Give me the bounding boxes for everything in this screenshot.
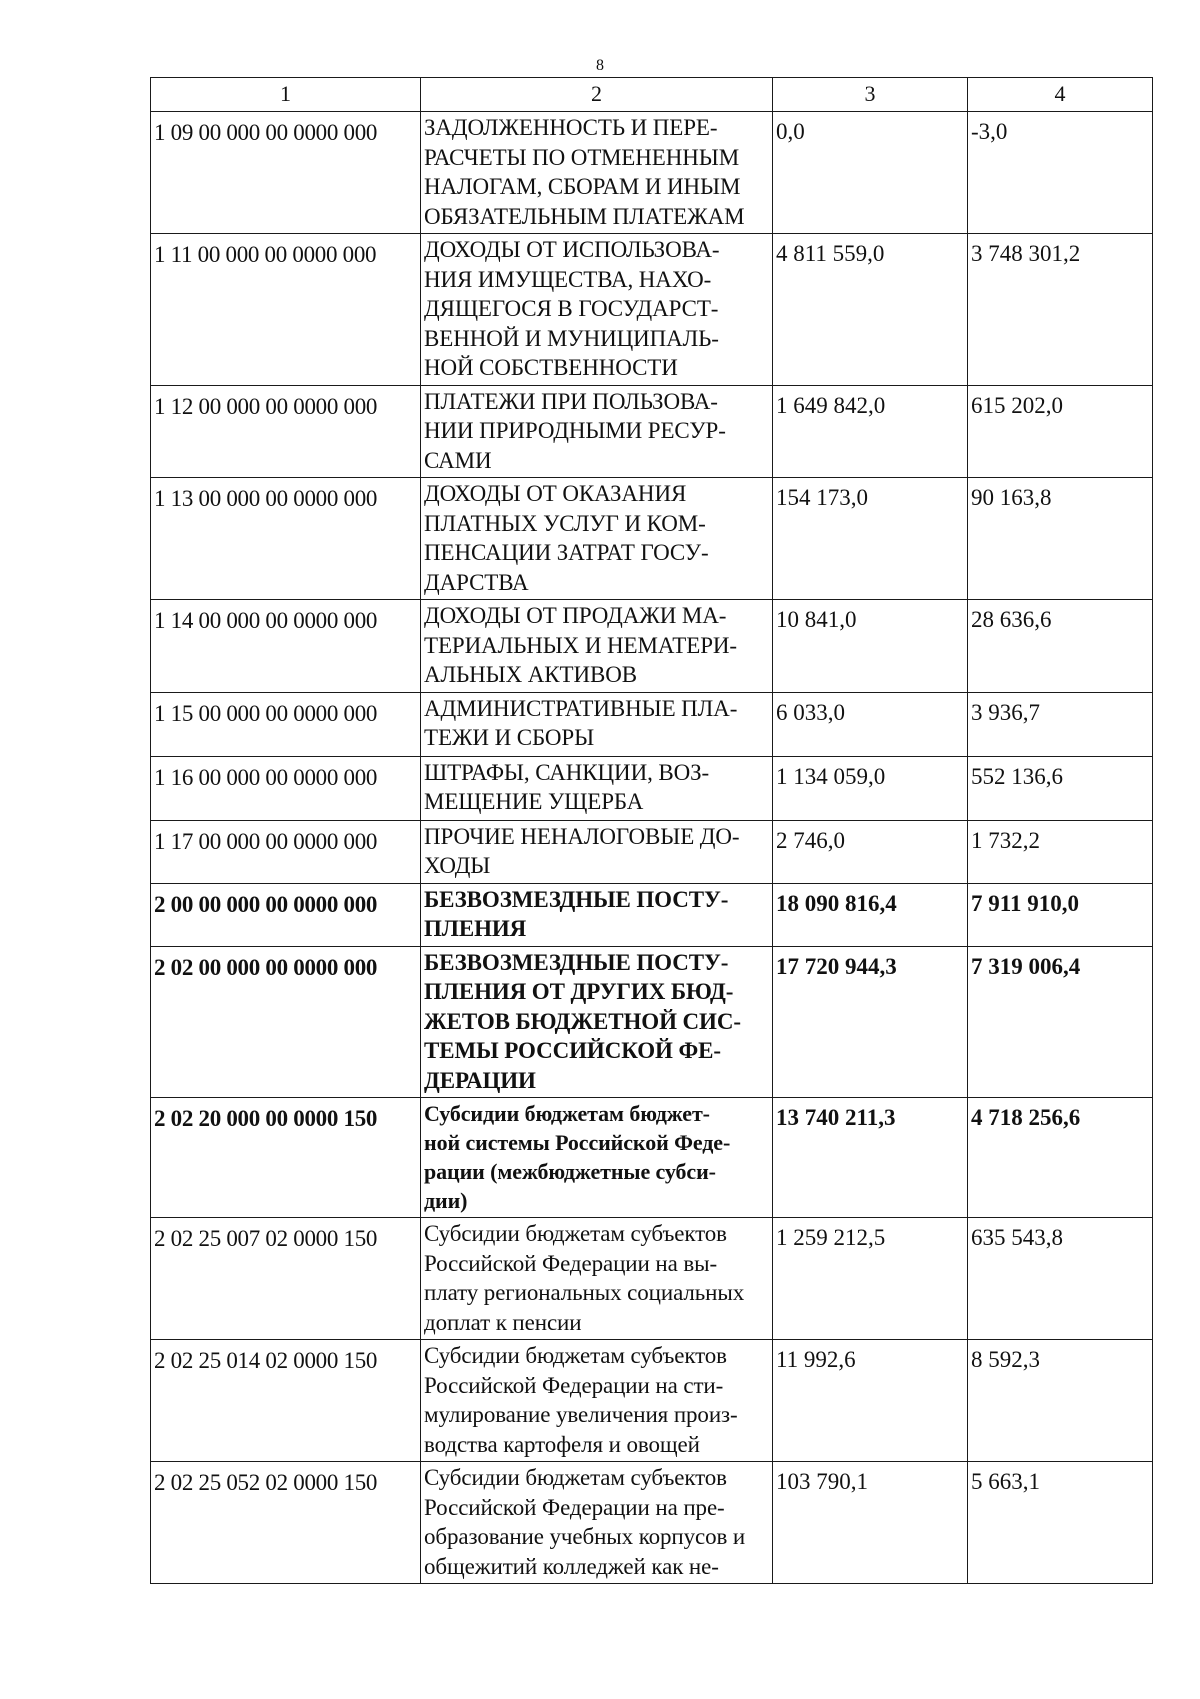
- revenue-name-line: ТЕРИАЛЬНЫХ И НЕМАТЕРИ-: [424, 632, 737, 658]
- revenue-name-cell: [421, 478, 773, 600]
- table-row: [151, 234, 1153, 386]
- table-row: [151, 756, 1153, 820]
- table-header-row: [151, 78, 1153, 112]
- table-row: [151, 385, 1153, 478]
- revenue-name-line: БЕЗВОЗМЕЗДНЫЕ ПОСТУ-: [424, 886, 729, 912]
- amount-col3-cell: 154 173,0: [773, 478, 968, 600]
- amount-col3-cell: 11 992,6: [773, 1340, 968, 1462]
- amount-col4-cell: 1 732,2: [968, 820, 1153, 883]
- amount-col4-cell: 552 136,6: [968, 756, 1153, 820]
- revenue-name-line: АДМИНИСТРАТИВНЫЕ ПЛА-: [424, 695, 738, 721]
- revenue-name-line: ПЕНСАЦИИ ЗАТРАТ ГОСУ-: [424, 540, 709, 565]
- amount-col4-cell: 3 748 301,2: [968, 234, 1153, 386]
- budget-code-cell: 1 13 00 000 00 0000 000: [151, 478, 421, 600]
- revenue-name-line: ПРОЧИЕ НЕНАЛОГОВЫЕ ДО-: [424, 823, 740, 849]
- amount-col3-cell: 1 134 059,0: [773, 756, 968, 820]
- budget-code-cell: 1 17 00 000 00 0000 000: [151, 820, 421, 883]
- revenue-name-cell: [421, 234, 773, 386]
- amount-col4-cell: 4 718 256,6: [968, 1098, 1153, 1218]
- table-row: [151, 1098, 1153, 1218]
- revenue-name-line: Субсидии бюджетам субъектов: [424, 1343, 727, 1368]
- revenue-name-line: ТЕЖИ И СБОРЫ: [424, 725, 595, 750]
- revenue-name-line: Российской Федерации на сти-: [424, 1372, 724, 1398]
- column-header-4: 4: [968, 78, 1153, 112]
- revenue-name-line: АЛЬНЫХ АКТИВОВ: [424, 662, 637, 687]
- amount-col4-cell: 90 163,8: [968, 478, 1153, 600]
- revenue-name-line: ДАРСТВА: [424, 569, 529, 595]
- amount-col4-cell: 8 592,3: [968, 1340, 1153, 1462]
- revenue-name-line: ПЛАТНЫХ УСЛУГ И КОМ-: [424, 510, 706, 536]
- amount-col4-cell: 28 636,6: [968, 600, 1153, 693]
- revenue-name-line: рации (межбюджетные субси-: [424, 1159, 716, 1184]
- budget-code-cell: 1 14 00 000 00 0000 000: [151, 600, 421, 693]
- revenue-name-cell: [421, 1098, 773, 1218]
- revenue-name-cell: [421, 946, 773, 1098]
- revenue-name-cell: [421, 1462, 773, 1584]
- revenue-name-cell: [421, 1340, 773, 1462]
- revenue-name-line: Российской Федерации на вы-: [424, 1250, 718, 1276]
- budget-revenue-table: [150, 77, 1153, 1584]
- revenue-name-cell: [421, 600, 773, 693]
- revenue-name-cell: [421, 1218, 773, 1340]
- budget-code-cell: 2 02 00 000 00 0000 000: [151, 946, 421, 1098]
- revenue-name-line: ПЛЕНИЯ ОТ ДРУГИХ БЮД-: [424, 979, 734, 1004]
- budget-code-cell: 1 16 00 000 00 0000 000: [151, 756, 421, 820]
- revenue-name-cell: [421, 756, 773, 820]
- budget-code-cell: 2 02 25 014 02 0000 150: [151, 1340, 421, 1462]
- revenue-name-line: Российской Федерации на пре-: [424, 1494, 725, 1520]
- revenue-name-line: ДОХОДЫ ОТ ПРОДАЖИ МА-: [424, 603, 727, 628]
- budget-code-cell: 1 11 00 000 00 0000 000: [151, 234, 421, 386]
- amount-col4-cell: 635 543,8: [968, 1218, 1153, 1340]
- amount-col3-cell: 10 841,0: [773, 600, 968, 693]
- revenue-name-line: ДЯЩЕГОСЯ В ГОСУДАРСТ-: [424, 296, 719, 321]
- table-row: [151, 946, 1153, 1098]
- amount-col4-cell: 5 663,1: [968, 1462, 1153, 1584]
- revenue-name-line: общежитий колледжей как не-: [424, 1553, 719, 1579]
- revenue-name-line: ПЛАТЕЖИ ПРИ ПОЛЬЗОВА-: [424, 388, 718, 414]
- revenue-name-line: НОЙ СОБСТВЕННОСТИ: [424, 355, 678, 380]
- budget-code-cell: 2 00 00 000 00 0000 000: [151, 883, 421, 946]
- amount-col4-cell: -3,0: [968, 112, 1153, 234]
- amount-col3-cell: 1 259 212,5: [773, 1218, 968, 1340]
- revenue-name-line: ДОХОДЫ ОТ ИСПОЛЬЗОВА-: [424, 237, 720, 262]
- budget-code-cell: 2 02 20 000 00 0000 150: [151, 1098, 421, 1218]
- revenue-name-line: образование учебных корпусов и: [424, 1524, 746, 1549]
- table-row: [151, 112, 1153, 234]
- revenue-name-line: Субсидии бюджетам бюджет-: [424, 1101, 710, 1126]
- amount-col3-cell: 18 090 816,4: [773, 883, 968, 946]
- revenue-name-line: ШТРАФЫ, САНКЦИИ, ВОЗ-: [424, 759, 710, 785]
- amount-col3-cell: 17 720 944,3: [773, 946, 968, 1098]
- table-row: [151, 820, 1153, 883]
- table-row: [151, 692, 1153, 756]
- revenue-name-line: ОБЯЗАТЕЛЬНЫМ ПЛАТЕЖАМ: [424, 203, 745, 229]
- revenue-name-cell: [421, 692, 773, 756]
- revenue-name-line: РАСЧЕТЫ ПО ОТМЕНЕННЫМ: [424, 144, 740, 170]
- revenue-name-line: САМИ: [424, 447, 492, 473]
- amount-col4-cell: 615 202,0: [968, 385, 1153, 478]
- budget-code-cell: 2 02 25 007 02 0000 150: [151, 1218, 421, 1340]
- amount-col3-cell: 2 746,0: [773, 820, 968, 883]
- column-header-2: 2: [421, 78, 773, 112]
- revenue-name-line: ПЛЕНИЯ: [424, 916, 527, 941]
- amount-col4-cell: 7 911 910,0: [968, 883, 1153, 946]
- revenue-name-line: ДЕРАЦИИ: [424, 1067, 536, 1093]
- table-row: [151, 1340, 1153, 1462]
- budget-code-cell: 1 15 00 000 00 0000 000: [151, 692, 421, 756]
- amount-col3-cell: 6 033,0: [773, 692, 968, 756]
- revenue-name-line: плату региональных социальных: [424, 1280, 745, 1305]
- revenue-name-line: доплат к пенсии: [424, 1309, 582, 1335]
- revenue-name-cell: [421, 883, 773, 946]
- revenue-name-line: НАЛОГАМ, СБОРАМ И ИНЫМ: [424, 174, 741, 199]
- amount-col4-cell: 7 319 006,4: [968, 946, 1153, 1098]
- revenue-name-line: НИИ ПРИРОДНЫМИ РЕСУР-: [424, 418, 726, 443]
- revenue-name-line: мулирование увеличения произ-: [424, 1402, 738, 1427]
- revenue-name-line: Субсидии бюджетам субъектов: [424, 1221, 727, 1246]
- revenue-name-line: дии): [424, 1188, 468, 1213]
- revenue-name-line: ВЕННОЙ И МУНИЦИПАЛЬ-: [424, 325, 719, 351]
- amount-col3-cell: 103 790,1: [773, 1462, 968, 1584]
- revenue-name-line: ЖЕТОВ БЮДЖЕТНОЙ СИС-: [424, 1008, 741, 1034]
- revenue-name-line: БЕЗВОЗМЕЗДНЫЕ ПОСТУ-: [424, 949, 729, 975]
- budget-code-cell: 2 02 25 052 02 0000 150: [151, 1462, 421, 1584]
- table-row: [151, 478, 1153, 600]
- table-body: [151, 112, 1153, 1584]
- revenue-name-cell: [421, 112, 773, 234]
- revenue-name-cell: [421, 820, 773, 883]
- revenue-name-line: ДОХОДЫ ОТ ОКАЗАНИЯ: [424, 481, 687, 506]
- revenue-name-line: ЗАДОЛЖЕННОСТЬ И ПЕРЕ-: [424, 115, 718, 140]
- revenue-name-line: водства картофеля и овощей: [424, 1431, 700, 1457]
- revenue-name-line: ХОДЫ: [424, 853, 491, 878]
- page-number: 8: [596, 57, 604, 74]
- amount-col3-cell: 0,0: [773, 112, 968, 234]
- table-row: [151, 883, 1153, 946]
- column-header-1: 1: [151, 78, 421, 112]
- revenue-name-line: Субсидии бюджетам субъектов: [424, 1465, 727, 1490]
- table-row: [151, 600, 1153, 693]
- revenue-name-line: ТЕМЫ РОССИЙСКОЙ ФЕ-: [424, 1038, 721, 1063]
- budget-code-cell: 1 12 00 000 00 0000 000: [151, 385, 421, 478]
- revenue-name-line: МЕЩЕНИЕ УЩЕРБА: [424, 789, 644, 814]
- amount-col4-cell: 3 936,7: [968, 692, 1153, 756]
- budget-code-cell: 1 09 00 000 00 0000 000: [151, 112, 421, 234]
- revenue-name-cell: [421, 385, 773, 478]
- revenue-name-line: НИЯ ИМУЩЕСТВА, НАХО-: [424, 266, 712, 292]
- amount-col3-cell: 1 649 842,0: [773, 385, 968, 478]
- amount-col3-cell: 13 740 211,3: [773, 1098, 968, 1218]
- amount-col3-cell: 4 811 559,0: [773, 234, 968, 386]
- column-header-3: 3: [773, 78, 968, 112]
- table-row: [151, 1218, 1153, 1340]
- table-row: [151, 1462, 1153, 1584]
- revenue-name-line: ной системы Российской Феде-: [424, 1130, 731, 1155]
